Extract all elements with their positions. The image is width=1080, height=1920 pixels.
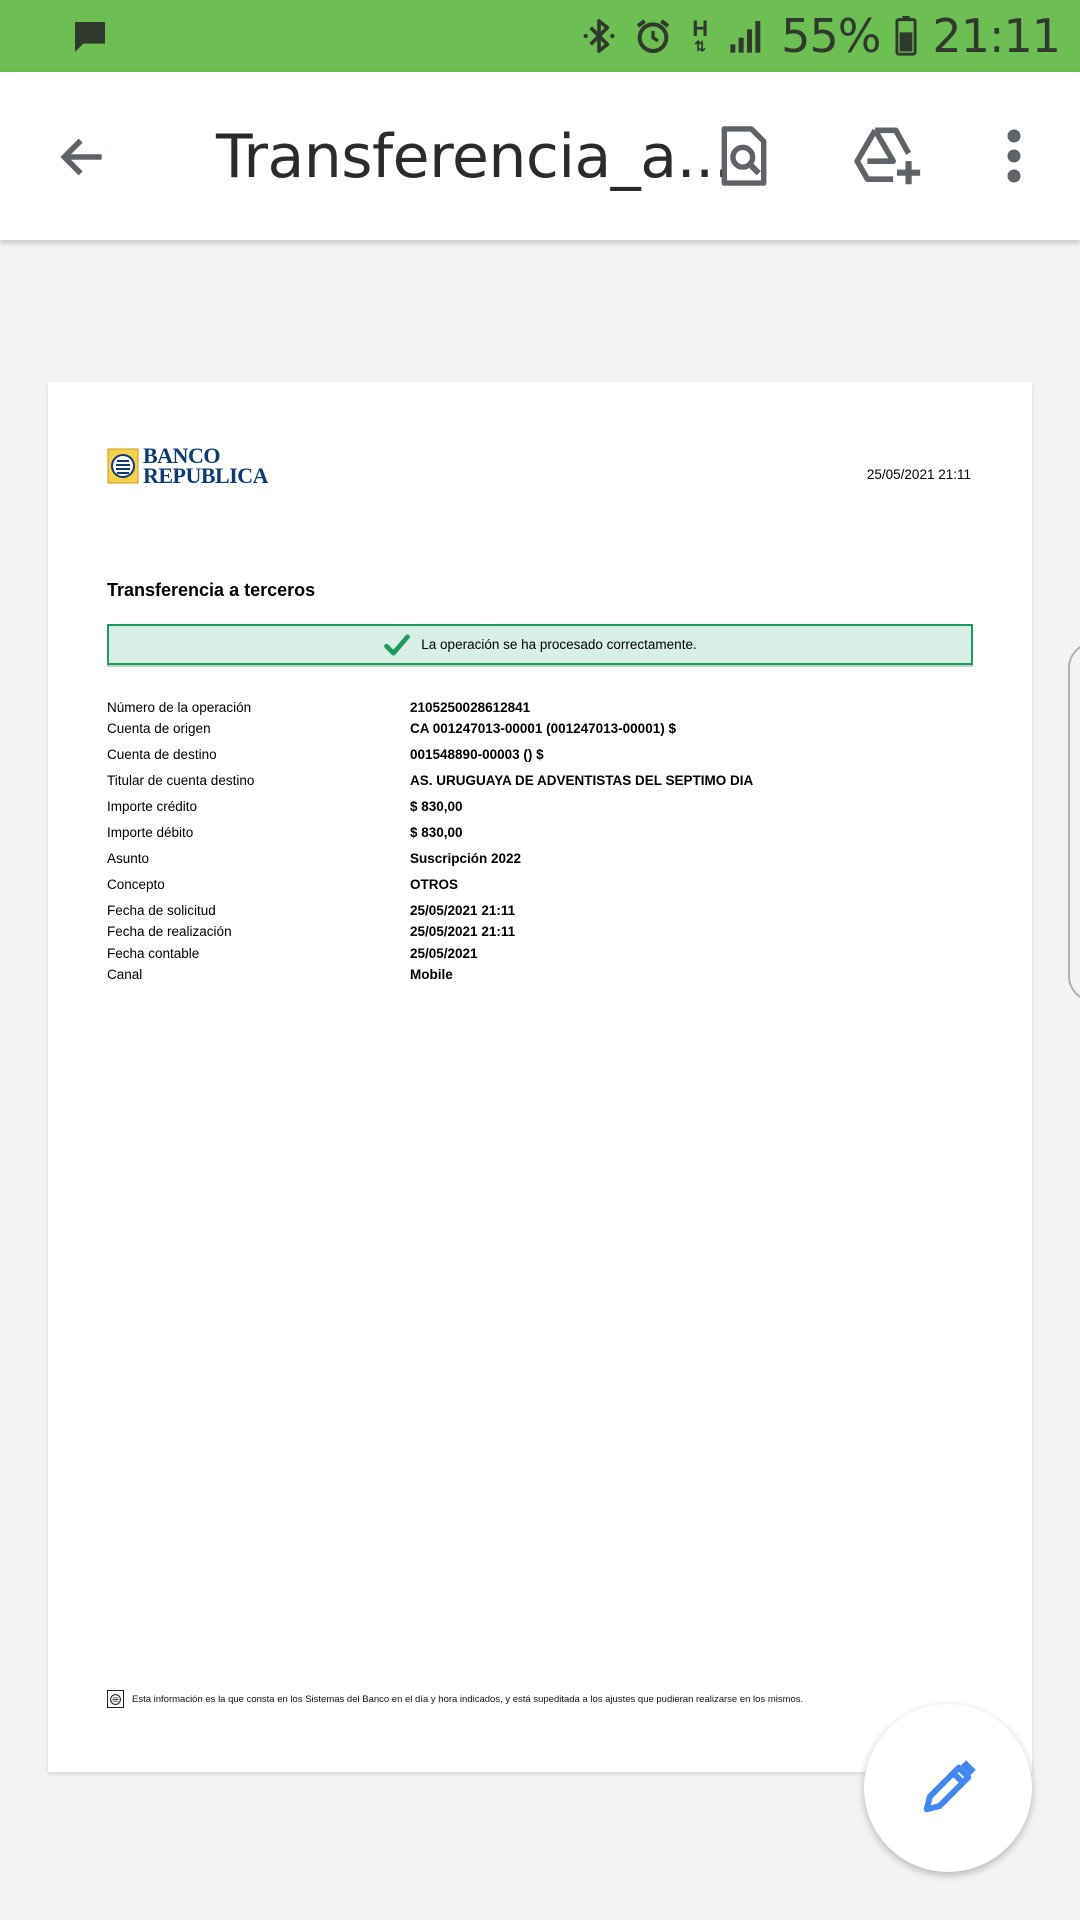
success-message: La operación se ha procesado correctamente. [421,637,697,652]
bank-small-emblem-icon [107,1690,124,1708]
app-bar [0,72,1080,240]
transfer-title: Transferencia a terceros [107,580,316,600]
signal-icon [727,16,767,56]
edit-button[interactable] [864,1704,1032,1872]
disclaimer-text: Esta información es la que consta en los Sistemas del Banco en el día y hora indicados, y está supeditada a los ajustes que pudieran realizarse en los mismos. [132,1693,804,1705]
document-title: Transferencia_a... [216,122,733,192]
back-button[interactable] [50,124,116,190]
footer-disclaimer [107,1690,803,1708]
alarm-icon [633,16,673,56]
side-drawer-handle[interactable] [1068,642,1080,1002]
find-in-document-icon [714,124,774,188]
detail-value: $ 830,00 [410,799,463,814]
detail-label: Cuenta de destino [107,747,217,762]
detail-label: Canal [107,967,143,982]
more-options-button[interactable] [974,116,1054,196]
detail-value: Suscripción 2022 [410,851,522,866]
detail-label: Asunto [107,851,150,866]
bank-logo [107,443,269,488]
add-to-drive-icon [852,124,924,188]
battery-icon [894,16,918,56]
battery-percentage: 55% [781,9,881,63]
detail-value: Mobile [410,967,453,982]
detail-label: Número de la operación [107,700,252,715]
network-label: H [692,16,709,41]
back-arrow-icon [55,129,111,185]
detail-label: Titular de cuenta destino [107,773,255,788]
detail-label: Importe crédito [107,799,198,814]
detail-value: AS. URUGUAYA DE ADVENTISTAS DEL SEPTIMO DIA [410,773,754,788]
detail-label: Fecha contable [107,946,200,961]
bank-emblem-icon [107,448,139,484]
detail-value: CA 001247013-00001 (001247013-00001) $ [410,721,676,736]
emblem-glyph-icon [109,1693,122,1706]
detail-value: OTROS [410,877,459,892]
detail-value: 2105250028612841 [410,700,531,715]
bank-name [143,443,269,488]
detail-value: 25/05/2021 [410,946,478,961]
network-h-icon [687,16,713,54]
detail-label: Fecha de solicitud [107,903,216,918]
bank-name-line2: REPUBLICA [143,463,269,488]
success-banner [107,624,973,665]
document-date: 25/05/2021 21:11 [866,467,971,482]
detail-value: 001548890-00003 () $ [410,747,544,762]
detail-value: $ 830,00 [410,825,463,840]
checkmark-icon [383,631,411,659]
message-icon [70,17,110,57]
status-bar [0,0,1080,72]
network-arrows: ⇅ [694,38,707,54]
detail-label: Cuenta de origen [107,721,211,736]
status-time: 21:11 [932,9,1060,63]
find-in-document-button[interactable] [704,116,784,196]
detail-label: Importe débito [107,825,194,840]
detail-value: 25/05/2021 21:11 [410,924,516,939]
detail-label: Concepto [107,877,165,892]
detail-value: 25/05/2021 21:11 [410,903,516,918]
status-icons [579,0,1060,72]
bluetooth-icon [579,16,619,56]
add-to-drive-button[interactable] [848,116,928,196]
more-vert-icon [999,126,1029,186]
document-page [48,382,1032,1772]
detail-label: Fecha de realización [107,924,232,939]
bank-name-line1: BANCO [143,443,220,468]
edit-pencil-icon [916,1756,980,1820]
